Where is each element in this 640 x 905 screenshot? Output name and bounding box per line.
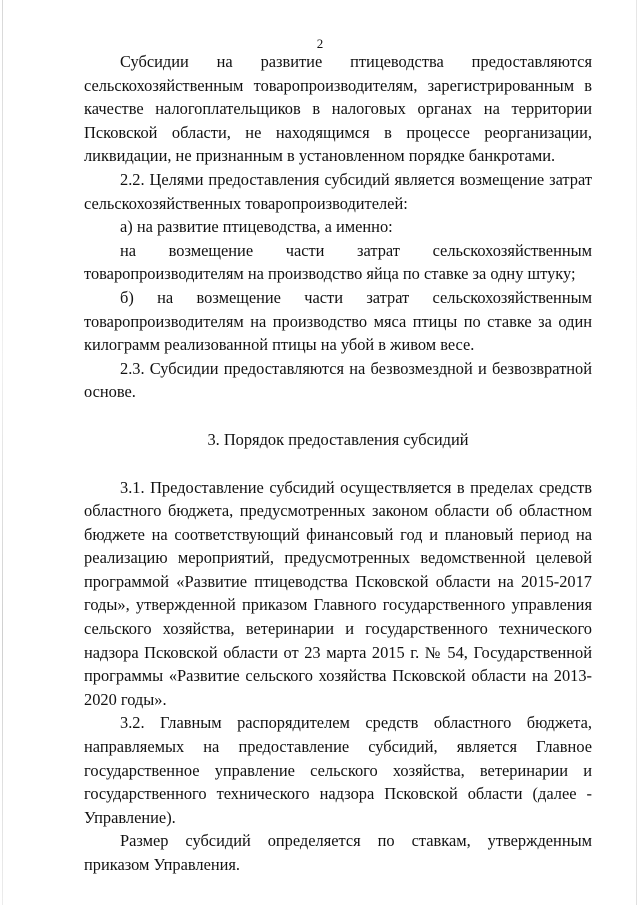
paragraph-subsidy-size: Размер субсидий определяется по ставкам, утвержденным приказом Управления.	[84, 831, 592, 874]
scan-edge-left	[2, 0, 3, 905]
page-number: 2	[316, 36, 324, 51]
paragraph-subsidy-recipients: Субсидии на развитие птицеводства предоставляются сельскохозяйственным товаропроизводителям, зарегистрированным в качестве налогоплательщиков в налоговых органах на территории Псковской области, не находящимся в процессе реорганизации, ликвидации, не признанным в установленном порядке банкротами.	[84, 52, 592, 166]
section-heading: 3. Порядок предоставления субсидий	[207, 429, 469, 449]
paragraph-eggs-compensation: на возмещение части затрат сельскохозяйственным товаропроизводителям на производство яйца по ставке за одну штуку;	[84, 240, 592, 284]
paragraph-3-2-main-manager: 3.2. Главным распорядителем средств областного бюджета, направляемых на предоставление субсидий, является Главное государственное управление сельского хозяйства, ветеринарии и государственного технического надзора Псковской области (далее - Управление).	[84, 713, 592, 827]
paragraph-3-1-provision: 3.1. Предоставление субсидий осуществляется в пределах средств областного бюджета, предусмотренных законом области об областном бюджете на соответствующий финансовый год и плановый период на реализацию мероприятий, предусмотренных ведомственной целевой программой «Развитие птицеводства Псковской области на 2015-2017 годы», утвержденной приказом Главного государственного управления сельского хозяйства, ветеринарии и государственного технического надзора Псковской области от 23 марта 2015 г. № 54, Государственной программы «Развитие сельского хозяйства Псковской области на 2013-2020 годы».	[84, 477, 592, 709]
paragraph-2-2-goals: 2.2. Целями предоставления субсидий является возмещение затрат сельскохозяйственных товаропроизводителей:	[84, 169, 592, 213]
paragraph-a-poultry: а) на развитие птицеводства, а именно:	[120, 217, 393, 237]
paragraph-2-3-gratuitous: 2.3. Субсидии предоставляются на безвозмездной и безвозвратной основе.	[84, 358, 592, 402]
scan-edge-right	[636, 0, 637, 905]
document-body	[84, 50, 592, 877]
paragraph-b-meat-compensation: б) на возмещение части затрат сельскохозяйственным товаропроизводителям на производство мяса птицы по ставке за один килограмм реализованной птицы на убой в живом весе.	[84, 287, 592, 355]
